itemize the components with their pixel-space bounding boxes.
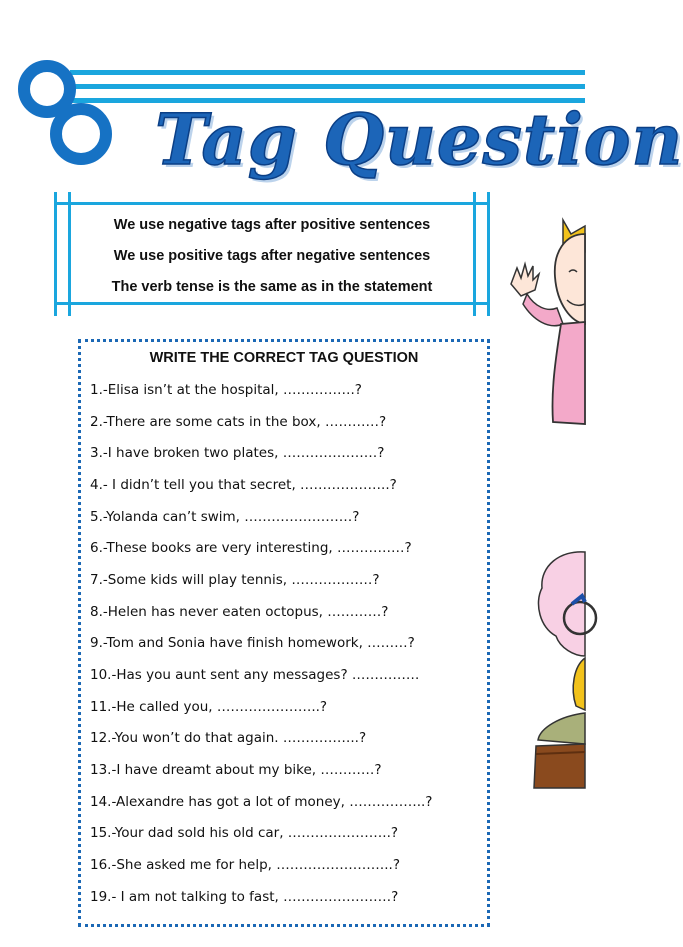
question-item: 9.-Tom and Sonia have finish homework, ………? xyxy=(90,635,415,651)
question-item: 3.-I have broken two plates, …………………? xyxy=(90,445,385,461)
question-item: 15.-Your dad sold his old car, …………………..? xyxy=(90,825,399,841)
question-item: 19.- I am not talking to fast, ……………………? xyxy=(90,889,399,905)
grammar-rules-box xyxy=(54,192,490,316)
rule-item: We use negative tags after positive sentences xyxy=(113,217,431,233)
header-stripe-top xyxy=(70,70,585,75)
rule-item: The verb tense is the same as in the statement xyxy=(111,279,433,295)
page-title: Tag Question xyxy=(155,98,683,181)
rules-bottom-line xyxy=(54,302,490,305)
question-item: 8.-Helen has never eaten octopus, …………? xyxy=(90,604,389,620)
cartoon-boy-illustration xyxy=(530,548,585,798)
question-item: 7.-Some kids will play tennis, ………………? xyxy=(90,572,380,588)
question-item: 11.-He called you, …………………..? xyxy=(90,699,328,715)
rule-item: We use positive tags after negative sentences xyxy=(113,248,431,264)
cartoon-girl-illustration xyxy=(505,212,585,427)
question-item: 2.-There are some cats in the box, …………? xyxy=(90,414,387,430)
ring-decoration-bottom xyxy=(50,103,112,165)
question-item: 10.-Has you aunt sent any messages? …………… xyxy=(90,667,420,683)
question-item: 1.-Elisa isn’t at the hospital, …………….? xyxy=(90,382,362,398)
question-item: 5.-Yolanda can’t swim, ……………………? xyxy=(90,509,360,525)
question-item: 14.-Alexandre has got a lot of money, ……………..? xyxy=(90,794,433,810)
question-item: 16.-She asked me for help, ……………………..? xyxy=(90,857,400,873)
exercise-heading: WRITE THE CORRECT TAG QUESTION xyxy=(149,350,419,366)
header-stripe-middle xyxy=(70,84,585,89)
rules-top-line xyxy=(54,202,490,205)
question-item: 12.-You won’t do that again. ……………..? xyxy=(90,730,367,746)
question-item: 4.- I didn’t tell you that secret, ………………..? xyxy=(90,477,397,493)
question-item: 13.-I have dreamt about my bike, …………? xyxy=(90,762,382,778)
question-item: 6.-These books are very interesting, ……………? xyxy=(90,540,412,556)
exercise-box xyxy=(78,339,490,927)
